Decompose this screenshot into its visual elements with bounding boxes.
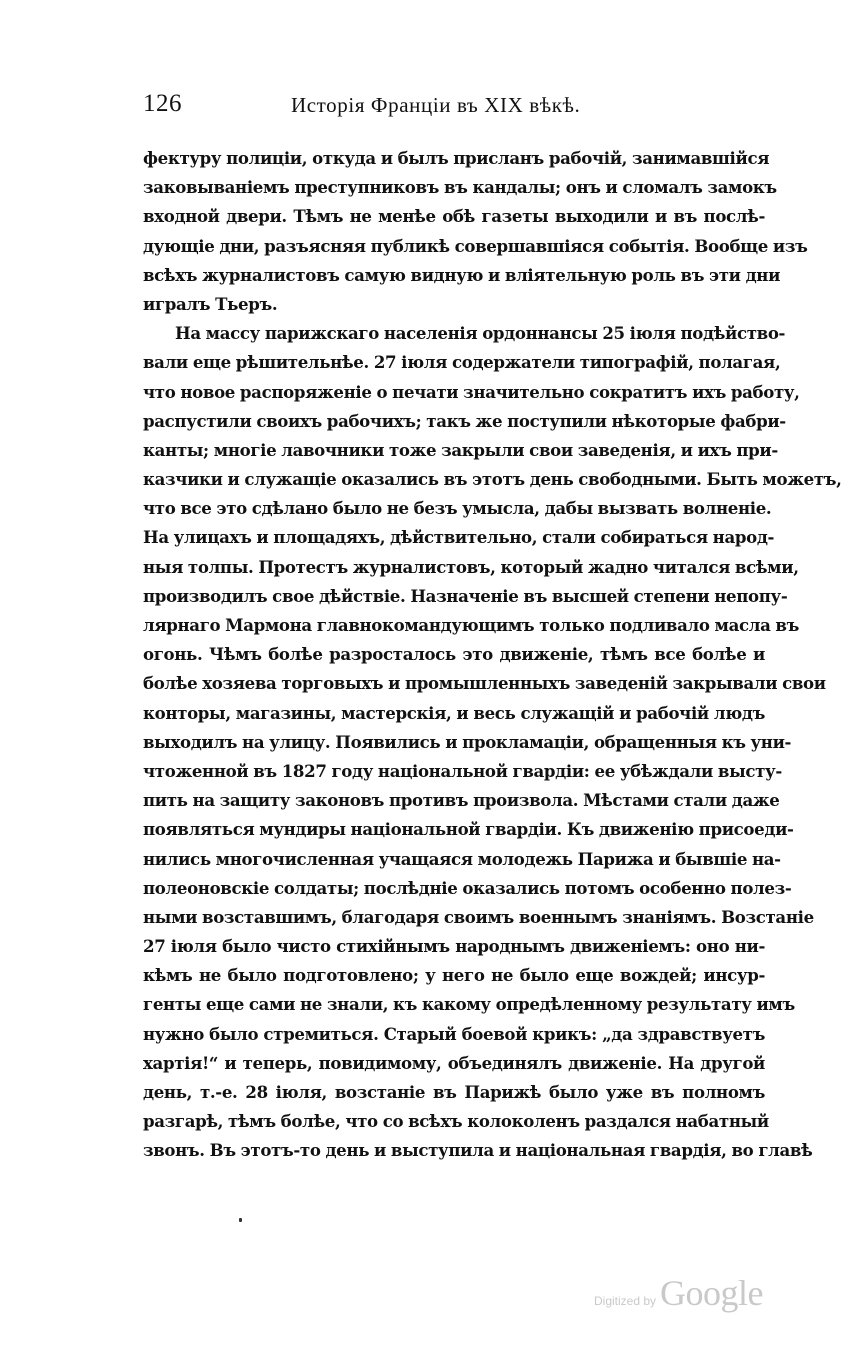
text-line: конторы, магазины, мастерскія, и весь служащій и рабочій людъ <box>143 702 765 723</box>
text-line: заковываніемъ преступниковъ въ кандалы; онъ и сломалъ замокъ <box>143 177 777 198</box>
page-header <box>143 90 765 126</box>
text-line: пить на защиту законовъ противъ произвола. Мѣстами стали даже <box>143 790 780 811</box>
text-line: игралъ Тьеръ. <box>143 293 278 314</box>
text-line: дующіе дни, разъясняя публикѣ совершавшіяся событія. Вообще изъ <box>143 235 808 256</box>
text-line: разгарѣ, тѣмъ болѣе, что со всѣхъ колоколенъ раздался набатный <box>143 1111 769 1132</box>
text-line: болѣе хозяева торговыхъ и промышленныхъ заведеній закрывали свои <box>143 673 826 694</box>
text-line: что новое распоряженіе о печати значительно сократитъ ихъ работу, <box>143 381 800 402</box>
text-line: кѣмъ не было подготовлено; у него не было еще вождей; инсур- <box>143 965 765 986</box>
text-line: На улицахъ и площадяхъ, дѣйствительно, стали собираться народ- <box>143 527 775 548</box>
text-line: всѣхъ журналистовъ самую видную и вліятельную роль въ эти дни <box>143 264 781 285</box>
text-line: входной двери. Тѣмъ не менѣе обѣ газеты выходили и въ послѣ- <box>143 206 765 227</box>
text-line: производилъ свое дѣйствіе. Назначеніе въ высшей степени непопу- <box>143 585 788 606</box>
paragraph <box>143 319 842 1165</box>
google-logo: Google <box>660 1273 764 1313</box>
text-line: день, т.-е. 28 іюля, возстаніе въ Парижѣ было уже въ полномъ <box>143 1082 765 1102</box>
text-line: распустили своихъ рабочихъ; такъ же поступили нѣкоторые фабри- <box>143 410 786 431</box>
text-line: вали еще рѣшительнѣе. 27 іюля содержатели типографій, полагая, <box>143 352 781 373</box>
text-line: 27 іюля было чисто стихійнымъ народнымъ движеніемъ: оно ни- <box>143 936 765 957</box>
text-line: полеоновскіе солдаты; послѣдніе оказались потомъ особенно полез- <box>143 877 792 898</box>
text-line: звонъ. Въ этотъ-то день и выступила и національная гвардія, во главѣ <box>143 1140 813 1161</box>
paragraphs <box>143 144 842 1166</box>
text-line: ными возставшимъ, благодаря своимъ военнымъ знаніямъ. Возстаніе <box>143 906 814 927</box>
text-line: канты; многіе лавочники тоже закрыли свои заведенія, и ихъ при- <box>143 439 778 460</box>
text-line: лярнаго Мармона главнокомандующимъ только подливало масла въ <box>143 615 799 635</box>
text-line: хартія!“ и теперь, повидимому, объединялъ движеніе. На другой <box>143 1052 765 1073</box>
text-line: генты еще сами не знали, къ какому опредѣленному результату имъ <box>143 994 795 1015</box>
page-number: 126 <box>143 90 182 117</box>
text-line: нужно было стремиться. Старый боевой крикъ: „да здравствуетъ <box>143 1023 765 1044</box>
text-line: что все это сдѣлано было не безъ умысла, дабы вызвать волненіе. <box>143 498 772 519</box>
paragraph <box>143 144 808 319</box>
text-line: выходилъ на улицу. Появились и прокламаціи, обращенныя къ уни- <box>143 731 792 752</box>
text-line: чтоженной въ 1827 году національной гвардіи: ее убѣждали высту- <box>143 760 782 781</box>
digitized-watermark <box>594 1272 763 1314</box>
text-line: На массу парижскаго населенія ордоннансы 25 іюля подѣйство- <box>175 323 786 344</box>
text-line: огонь. Чѣмъ болѣе разросталось это движеніе, тѣмъ все болѣе и <box>143 644 765 665</box>
text-line: казчики и служащіе оказались въ этотъ день свободными. Быть можетъ, <box>143 469 842 490</box>
text-line: появляться мундиры національной гвардіи. Къ движенію присоеди- <box>143 819 794 840</box>
ink-speck <box>239 1218 242 1222</box>
text-line: фектуру полиціи, откуда и былъ присланъ рабочій, занимавшійся <box>143 148 770 168</box>
digitized-by-text: Digitized by <box>594 1294 657 1308</box>
body-text <box>143 144 842 1166</box>
text-line: ныя толпы. Протестъ журналистовъ, который жадно читался всѣми, <box>143 556 799 577</box>
running-title: Исторія Франціи въ XIX вѣкѣ. <box>291 93 581 117</box>
text-line: нились многочисленная учащаяся молодежь Парижа и бывшіе на- <box>143 848 781 869</box>
